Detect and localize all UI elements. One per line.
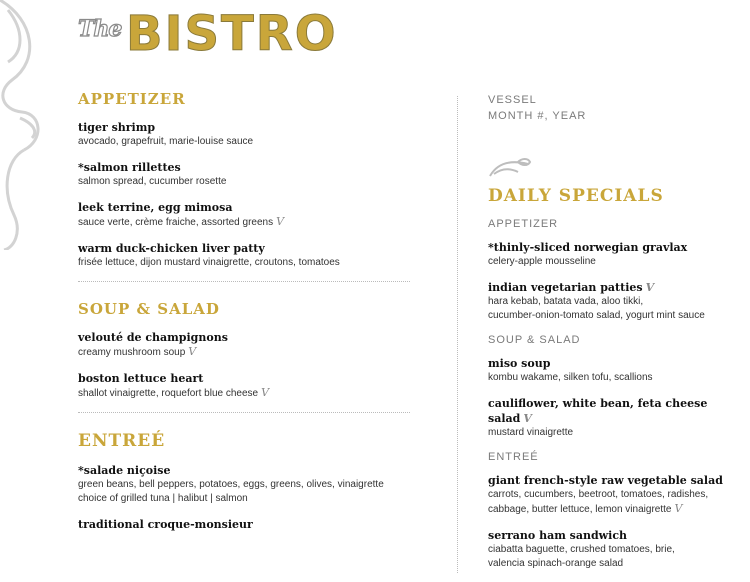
entree-title: ENTREÉ [78,431,166,451]
v-symbol-icon: V [276,215,285,228]
v-symbol-icon: V [188,345,197,358]
menu-item [488,356,750,385]
right-column [488,90,750,582]
item-desc: creamy mushroom soup [78,347,186,358]
soup-salad-title: SOUP & SALAD [78,300,220,318]
item-name: *salmon rillettes [78,161,181,174]
v-symbol-icon: V [674,502,683,515]
item-name: indian vegetarian patties [488,281,643,294]
item-name: velouté de champignons [78,331,228,344]
item-name: *thinly-sliced norwegian gravlax [488,241,688,254]
item-desc: kombu wakame, silken tofu, scallions [488,372,653,383]
item-desc-row [488,502,750,517]
item-name: warm duck-chicken liver patty [78,242,265,255]
logo-the: The [78,16,122,42]
daily-specials-title: DAILY SPECIALS [488,186,664,206]
menu-item [78,241,418,270]
item-name: leek terrine, egg mimosa [78,201,233,214]
section-divider [78,281,410,282]
item-desc: shallot vinaigrette, roquefort blue cheese [78,388,259,399]
menu-item [78,200,418,230]
left-column [78,90,418,543]
item-desc: frisée lettuce, dijon mustard vinaigrette, croutons, tomatoes [78,257,340,268]
special-soup-salad-head: SOUP & SALAD [488,334,581,346]
item-name: giant french-style raw vegetable salad [488,474,723,487]
item-desc: carrots, cucumbers, beetroot, tomatoes, radishes, [488,489,709,500]
menu-item [78,120,418,149]
item-desc-row [78,345,418,360]
item-desc: celery-apple mousseline [488,256,596,267]
appetizer-title: APPETIZER [78,90,186,108]
menu-item [488,473,750,517]
item-desc: avocado, grapefruit, marie-louise sauce [78,136,254,147]
menu-item [488,528,750,571]
item-desc: mustard vinaigrette [488,427,574,438]
item-name: *salade niçoise [78,464,171,477]
v-symbol-icon: V [261,386,270,399]
menu-item [78,371,418,401]
item-desc: valencia spinach-orange salad [488,558,624,569]
section-divider [78,412,410,413]
menu-item [78,463,418,506]
menu-item [78,160,418,189]
item-desc: sauce verte, crème fraiche, assorted greens [78,217,274,228]
item-name: boston lettuce heart [78,372,204,385]
item-name: traditional croque-monsieur [78,518,253,531]
menu-item [78,517,418,532]
item-desc: cabbage, butter lettuce, lemon vinaigrette [488,504,672,515]
special-appetizer-head: APPETIZER [488,218,559,230]
item-desc: choice of grilled tuna | halibut | salmon [78,493,248,504]
item-name: serrano ham sandwich [488,529,628,542]
item-name-row [488,396,750,426]
item-desc: ciabatta baguette, crushed tomatoes, brie, [488,544,675,555]
leaf-ornament-icon [488,156,532,180]
v-symbol-icon: V [645,281,655,294]
menu-item [488,240,750,269]
item-desc-row [78,215,418,230]
item-desc: cucumber-onion-tomato salad, yogurt mint sauce [488,310,705,321]
item-name: tiger shrimp [78,121,156,134]
vessel-label: VESSEL [488,94,537,106]
special-entree-head: ENTREÉ [488,451,539,463]
logo-bistro: BISTRO [126,6,338,62]
item-desc-row [78,386,418,401]
item-desc: green beans, bell peppers, potatoes, eggs, greens, olives, vinaigrette [78,479,384,490]
item-desc: hara kebab, batata vada, aloo tikki, [488,296,644,307]
item-name: miso soup [488,357,551,370]
v-symbol-icon: V [523,412,532,425]
menu-item [78,330,418,360]
menu-item [488,396,750,440]
flourish-icon [0,0,54,250]
item-name-row [488,280,750,295]
column-divider [457,96,458,573]
item-name: cauliflower, white bean, feta cheese salad [488,397,708,425]
menu-item [488,280,750,323]
item-desc: salmon spread, cucumber rosette [78,176,227,187]
vessel-date: MONTH #, YEAR [488,110,587,122]
